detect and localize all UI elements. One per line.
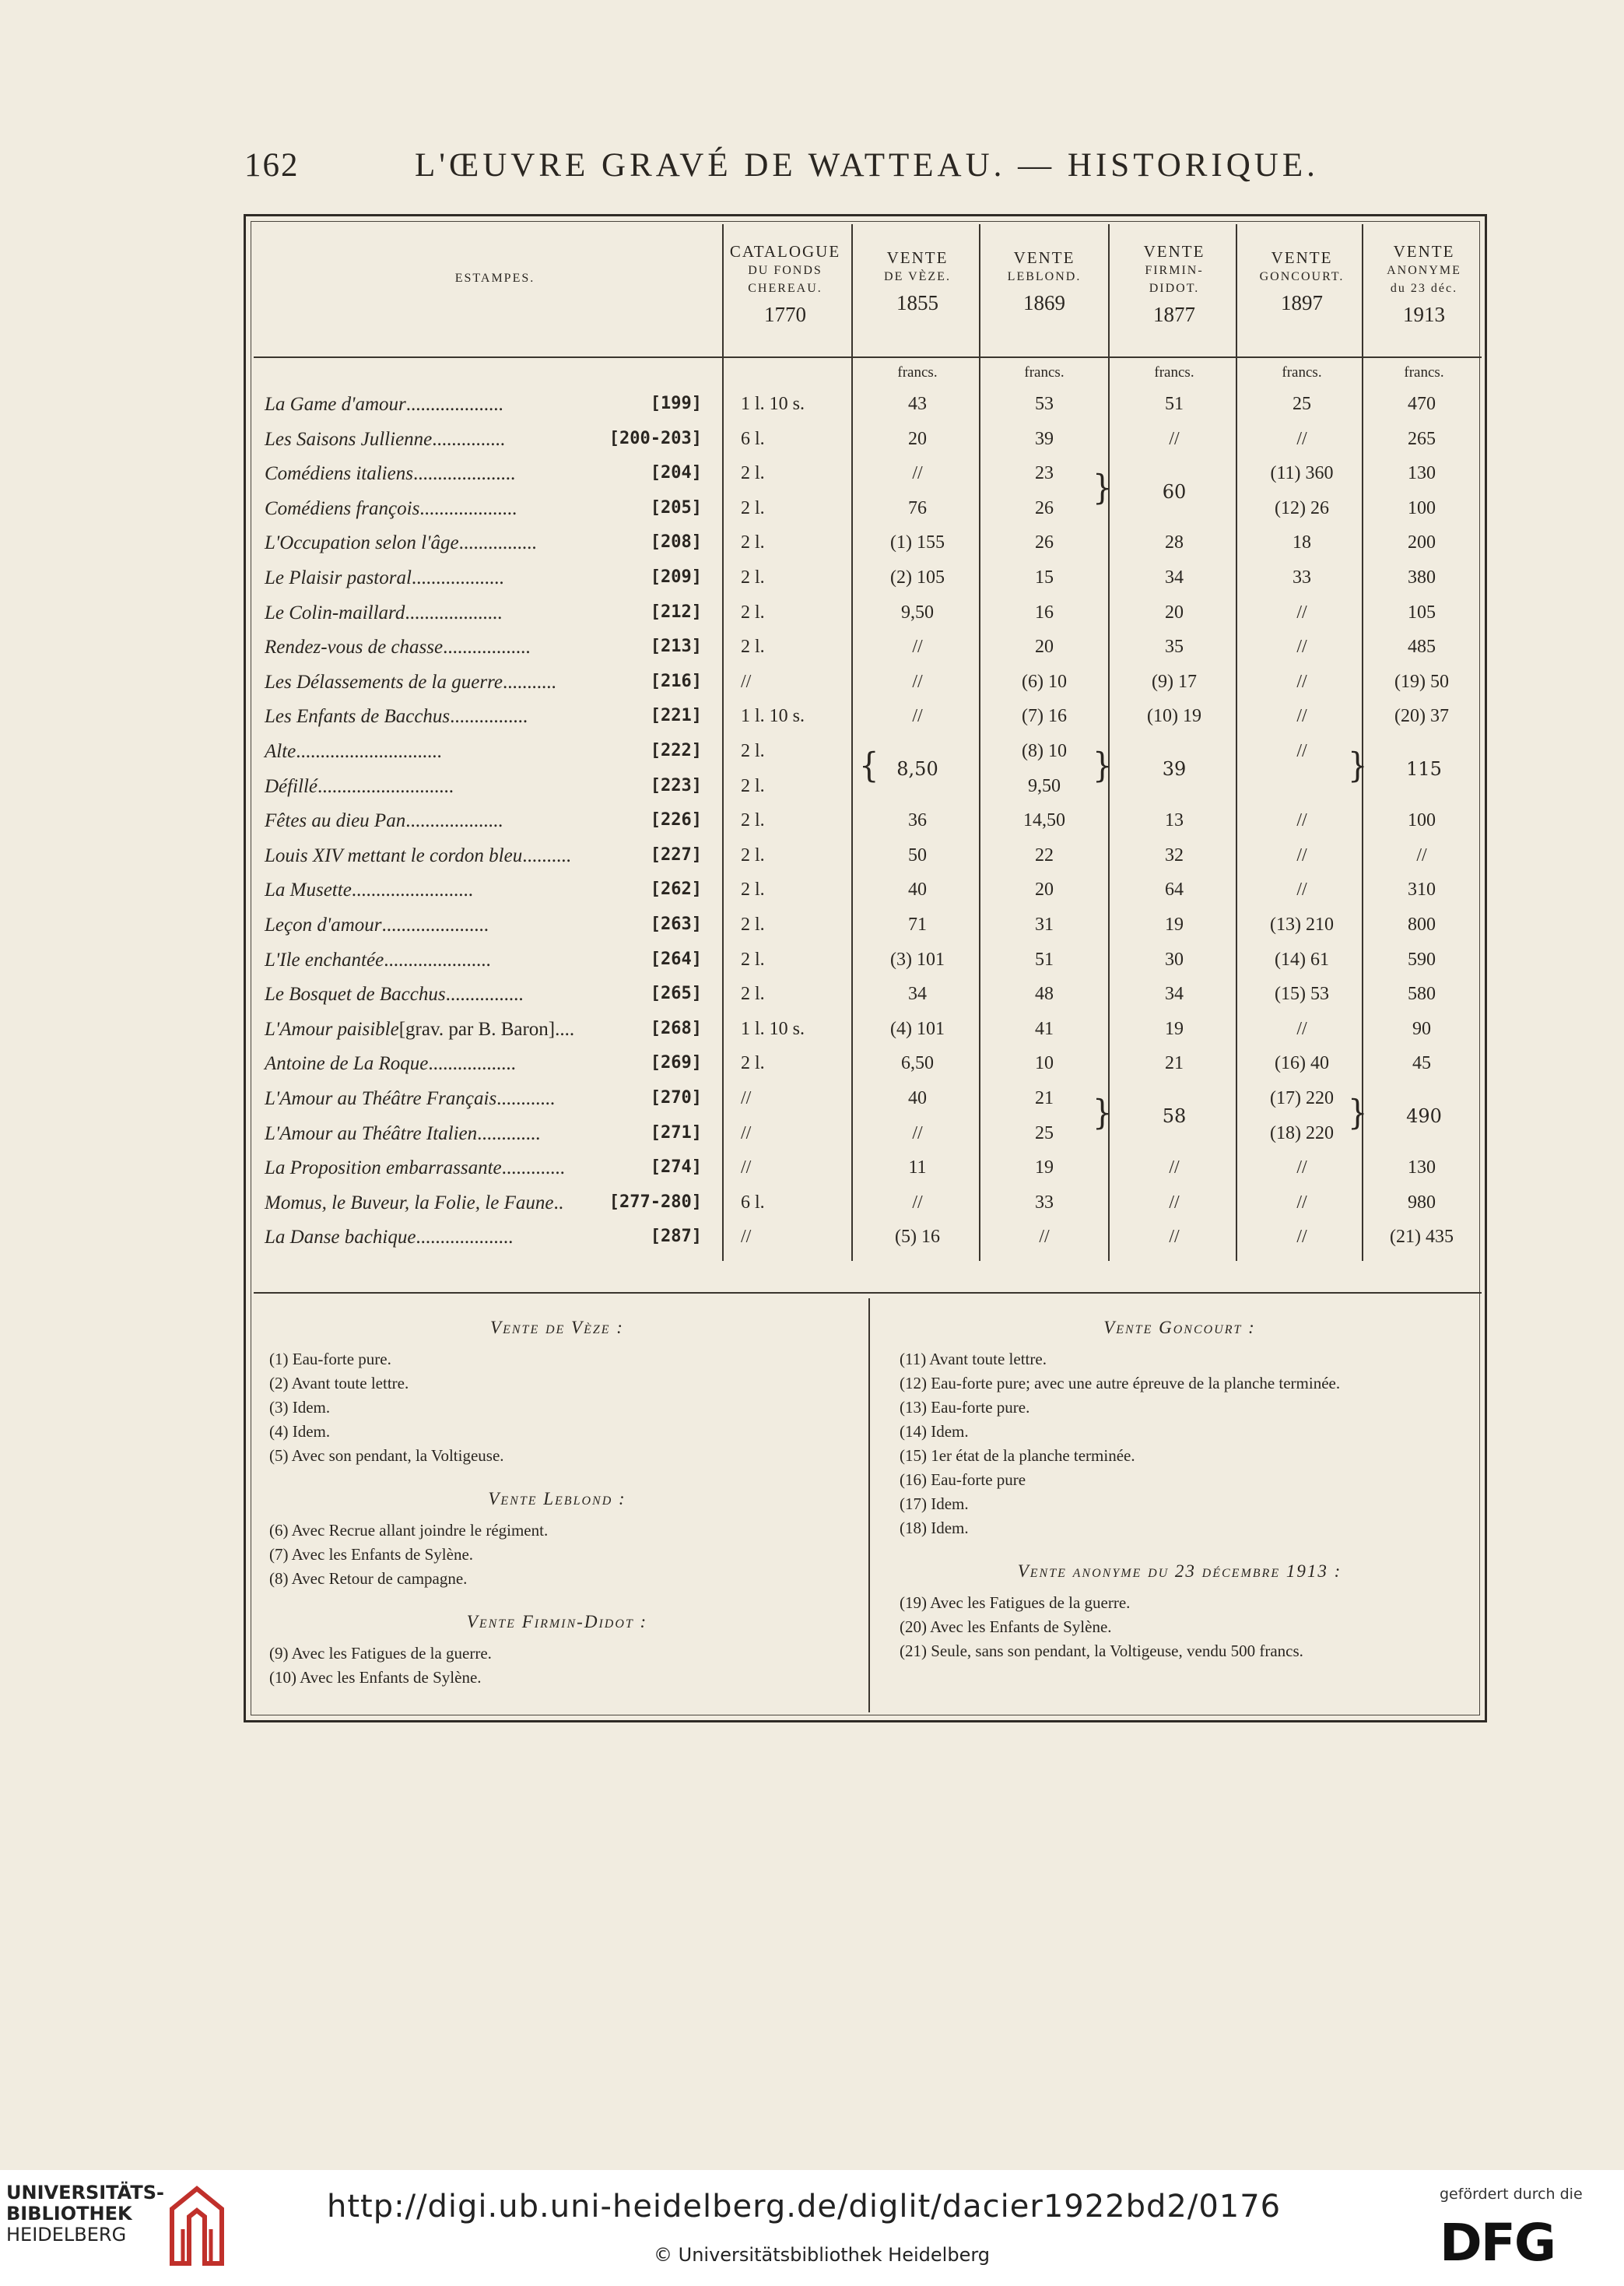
price-cell: // [1296, 602, 1307, 623]
print-title: L'Occupation selon l'âge................ [265, 532, 537, 554]
table-row [246, 1153, 1485, 1187]
price-cell: 2 l. [741, 463, 765, 484]
catalogue-reference: [222] [650, 741, 702, 760]
col-header-chereau: CATALOGUE DU FONDS CHEREAU. 1770 [729, 242, 841, 326]
library-emblem-icon [166, 2182, 228, 2270]
price-history-table [244, 214, 1487, 1722]
price-cell: 2 l. [741, 637, 765, 658]
footnotes-left [261, 1315, 853, 1690]
price-cell: (20) 37 [1394, 706, 1449, 727]
price-cell: 39 [1035, 428, 1054, 449]
table-row [246, 1048, 1485, 1083]
price-cell: // [741, 1157, 752, 1178]
price-cell: 19 [1165, 915, 1184, 935]
price-cell: // [1296, 671, 1307, 692]
table-row [246, 424, 1485, 458]
price-cell: // [1296, 1192, 1307, 1213]
table-row [246, 1222, 1485, 1256]
footnote-item: (2) Avant toute lettre. [269, 1374, 409, 1392]
table-row [246, 632, 1485, 666]
price-cell: 590 [1408, 949, 1436, 970]
price-cell: 41 [1035, 1018, 1054, 1039]
dfg-logo: DFG [1440, 2213, 1556, 2273]
print-title: Antoine de La Roque.................. [265, 1053, 516, 1075]
price-cell: 6 l. [741, 428, 765, 449]
price-cell: 6 l. [741, 1192, 765, 1213]
catalogue-reference: [264] [650, 949, 702, 969]
price-cell: 51 [1165, 394, 1184, 414]
print-title: Fêtes au dieu Pan.................... [265, 810, 503, 832]
price-cell: 20 [908, 428, 927, 449]
price-cell: 71 [908, 915, 927, 935]
table-row [246, 563, 1485, 597]
unit-label: francs. [1404, 364, 1444, 381]
price-cell: // [912, 1192, 923, 1213]
price-cell: // [1169, 428, 1180, 449]
price-cell: (15) 53 [1275, 984, 1329, 1005]
col-header-goncourt: VENTE GONCOURT. 1897 [1259, 248, 1345, 314]
price-cell: 100 [1408, 810, 1436, 831]
price-cell: // [1296, 1227, 1307, 1248]
catalogue-reference: [271] [650, 1122, 702, 1143]
print-title: La Musette......................... [265, 880, 474, 901]
price-cell: 35 [1165, 637, 1184, 658]
catalogue-reference: [269] [650, 1053, 702, 1073]
price-cell: (2) 105 [890, 567, 945, 588]
price-cell: // [912, 463, 923, 484]
price-cell: 2 l. [741, 775, 765, 796]
table-row [246, 667, 1485, 701]
footnote-item: (3) Idem. [269, 1398, 331, 1417]
footnote-item: (9) Avec les Fatigues de la guerre. [269, 1644, 492, 1663]
price-cell: 2 l. [741, 845, 765, 866]
price-cell: 100 [1408, 497, 1436, 518]
price-cell: 76 [908, 497, 927, 518]
price-cell: 53 [1035, 394, 1054, 414]
price-cell: (13) 210 [1270, 915, 1334, 935]
price-cell: 23 [1035, 463, 1054, 484]
funding-label: gefördert durch die [1440, 2186, 1583, 2203]
price-cell: 26 [1035, 532, 1054, 553]
merged-price-cell: 39 [1162, 758, 1187, 781]
price-cell: (10) 19 [1147, 706, 1201, 727]
table-row [246, 528, 1485, 562]
print-title: Rendez-vous de chasse.................. [265, 637, 531, 658]
catalogue-reference: [226] [650, 810, 702, 830]
price-cell: // [1296, 706, 1307, 727]
catalogue-reference: [205] [650, 497, 702, 518]
catalogue-reference: [213] [650, 637, 702, 657]
print-title: Défillé............................ [265, 775, 454, 797]
unit-label: francs. [1154, 364, 1194, 381]
price-cell: // [1169, 1157, 1180, 1178]
price-cell: 105 [1408, 602, 1436, 623]
col-header-veze: VENTE DE VÈZE. 1855 [884, 248, 951, 314]
table-row [246, 945, 1485, 979]
price-cell: 2 l. [741, 567, 765, 588]
price-cell: 21 [1165, 1053, 1184, 1074]
table-row [246, 1188, 1485, 1222]
price-cell: 2 l. [741, 880, 765, 901]
footnote-item: (12) Eau-forte pure; avec une autre épreuve de la planche terminée. [900, 1374, 1341, 1392]
catalogue-reference: [221] [650, 706, 702, 726]
price-cell: // [741, 1088, 752, 1108]
price-cell: 48 [1035, 984, 1054, 1005]
price-cell: 45 [1412, 1053, 1431, 1074]
brace-mark: { [859, 746, 879, 786]
footnote-item: (15) 1er état de la planche terminée. [900, 1446, 1135, 1465]
permalink-url[interactable]: http://digi.ub.uni-heidelberg.de/diglit/dacier1922bd2/0176 [327, 2189, 1282, 2225]
print-title: L'Amour au Théâtre Italien............. [265, 1122, 541, 1144]
print-title: Les Saisons Jullienne............... [265, 428, 506, 450]
price-cell: // [1296, 741, 1307, 761]
price-cell: (8) 10 [1022, 741, 1067, 761]
brace-mark: } [1348, 1093, 1368, 1133]
price-cell: 2 l. [741, 532, 765, 553]
column-headers [246, 216, 1485, 381]
merged-price-cell: 490 [1406, 1105, 1442, 1128]
price-cell: 980 [1408, 1192, 1436, 1213]
price-cell: (14) 61 [1275, 949, 1329, 970]
catalogue-reference: [265] [650, 984, 702, 1004]
footnote-item: (7) Avec les Enfants de Sylène. [269, 1545, 474, 1564]
price-cell: 15 [1035, 567, 1054, 588]
table-row [246, 1014, 1485, 1048]
price-cell: 2 l. [741, 949, 765, 970]
price-cell: (21) 435 [1390, 1227, 1454, 1248]
print-title: Les Délassements de la guerre........... [265, 671, 556, 693]
footnote-item: (16) Eau-forte pure [900, 1470, 1026, 1489]
catalogue-reference: [209] [650, 567, 702, 587]
catalogue-reference: [199] [650, 394, 702, 413]
price-cell: 34 [1165, 984, 1184, 1005]
price-cell: 130 [1408, 1157, 1436, 1178]
brace-mark: } [1348, 746, 1368, 786]
print-title: Comédiens italiens..................... [265, 463, 516, 485]
price-cell: (3) 101 [890, 949, 945, 970]
price-cell: (16) 40 [1275, 1053, 1329, 1074]
price-cell: 10 [1035, 1053, 1054, 1074]
print-title: Leçon d'amour...................... [265, 915, 489, 936]
price-cell: 580 [1408, 984, 1436, 1005]
catalogue-reference: [274] [650, 1157, 702, 1178]
footnote-item: (8) Avec Retour de campagne. [269, 1569, 468, 1588]
institution-line: HEIDELBERG [6, 2224, 127, 2246]
price-cell: 380 [1408, 567, 1436, 588]
print-title: L'Amour au Théâtre Français............ [265, 1088, 556, 1109]
print-title: La Danse bachique.................... [265, 1227, 514, 1248]
price-cell: 16 [1035, 602, 1054, 623]
price-cell: 310 [1408, 880, 1436, 901]
print-title: La Game d'amour.................... [265, 394, 503, 415]
price-cell: (7) 16 [1022, 706, 1067, 727]
price-cell: // [1169, 1192, 1180, 1213]
price-cell: (4) 101 [890, 1018, 945, 1039]
catalogue-reference: [277-280] [609, 1192, 702, 1212]
price-cell: 1 l. 10 s. [741, 394, 805, 414]
print-title: Comédiens françois.................... [265, 497, 517, 519]
footnote-item: (1) Eau-forte pure. [269, 1350, 391, 1368]
footnote-item: (20) Avec les Enfants de Sylène. [900, 1617, 1112, 1636]
price-cell: 64 [1165, 880, 1184, 901]
price-cell: 22 [1035, 845, 1054, 866]
estampes-header: ESTAMPES. [454, 272, 535, 285]
col-header-firmin-didot: VENTE FIRMIN- DIDOT. 1877 [1143, 242, 1205, 326]
price-cell: // [1296, 845, 1307, 866]
price-cell: 130 [1408, 463, 1436, 484]
print-title: La Proposition embarrassante............. [265, 1157, 565, 1179]
print-title: Le Bosquet de Bacchus................ [265, 984, 524, 1006]
catalogue-reference: [270] [650, 1088, 702, 1108]
table-row [246, 910, 1485, 944]
price-cell: 800 [1408, 915, 1436, 935]
footnote-item: (5) Avec son pendant, la Voltigeuse. [269, 1446, 504, 1465]
price-cell: 50 [908, 845, 927, 866]
catalogue-reference: [200-203] [609, 428, 702, 448]
running-title: L'ŒUVRE GRAVÉ DE WATTEAU. — HISTORIQUE. [415, 147, 1319, 184]
price-cell: 9,50 [901, 602, 934, 623]
footnote-item: (21) Seule, sans son pendant, la Voltigeuse, vendu 500 francs. [900, 1642, 1303, 1660]
price-cell: 19 [1035, 1157, 1054, 1178]
price-cell: 90 [1412, 1018, 1431, 1039]
merged-price-cell: 115 [1406, 758, 1442, 781]
footnote-heading: Vente Leblond : [488, 1489, 626, 1508]
catalogue-reference: [227] [650, 845, 702, 865]
price-cell: // [1296, 428, 1307, 449]
price-cell: // [912, 1122, 923, 1143]
price-cell: (5) 16 [895, 1227, 940, 1248]
price-cell: 32 [1165, 845, 1184, 866]
price-cell: (12) 26 [1275, 497, 1329, 518]
price-cell: 1 l. 10 s. [741, 1018, 805, 1039]
catalogue-reference: [262] [650, 880, 702, 900]
price-cell: 19 [1165, 1018, 1184, 1039]
price-cell: // [1169, 1227, 1180, 1248]
price-cell: 33 [1293, 567, 1311, 588]
catalogue-reference: [208] [650, 532, 702, 553]
price-cell: 20 [1165, 602, 1184, 623]
institution-line: BIBLIOTHEK [6, 2203, 132, 2225]
price-cell: 13 [1165, 810, 1184, 831]
institution-line: UNIVERSITÄTS- [6, 2182, 165, 2203]
table-row [246, 841, 1485, 875]
merged-price-cell: 60 [1162, 480, 1187, 503]
price-cell: 30 [1165, 949, 1184, 970]
catalogue-reference: [223] [650, 775, 702, 795]
price-cell: 25 [1035, 1122, 1054, 1143]
price-cell: // [741, 671, 752, 692]
catalogue-reference: [268] [650, 1018, 702, 1038]
brace-mark: } [1093, 468, 1113, 508]
footnote-item: (6) Avec Recrue allant joindre le régiment. [269, 1521, 549, 1540]
price-cell: (19) 50 [1394, 671, 1449, 692]
price-cell: (11) 360 [1270, 463, 1334, 484]
price-cell: 2 l. [741, 497, 765, 518]
price-cell: // [741, 1122, 752, 1143]
footnote-item: (11) Avant toute lettre. [900, 1350, 1047, 1368]
price-cell: (17) 220 [1270, 1088, 1334, 1108]
digitization-footer [0, 2170, 1624, 2286]
print-title: Momus, le Buveur, la Folie, le Faune.. [265, 1192, 563, 1213]
print-title: L'Ile enchantée...................... [265, 949, 491, 971]
price-cell: 485 [1408, 637, 1436, 658]
footnotes-right [892, 1315, 1468, 1663]
price-cell: // [912, 637, 923, 658]
table-row [246, 493, 1485, 528]
footnotes [246, 1292, 1485, 1712]
print-title: Alte.............................. [265, 741, 442, 762]
brace-mark: } [1093, 746, 1113, 786]
print-title: Louis XIV mettant le cordon bleu.......... [265, 845, 571, 866]
price-cell: 265 [1408, 428, 1436, 449]
copyright-notice: © Universitätsbibliothek Heidelberg [654, 2244, 991, 2266]
footnote-heading: Vente Goncourt : [1103, 1318, 1256, 1337]
catalogue-reference: [263] [650, 915, 702, 934]
table-row [246, 979, 1485, 1013]
unit-label: francs. [1024, 364, 1065, 381]
print-title: Les Enfants de Bacchus................ [265, 706, 528, 728]
price-cell: // [912, 706, 923, 727]
price-cell: // [1416, 845, 1427, 866]
print-title: L'Amour paisible[grav. par B. Baron].... [265, 1018, 575, 1040]
table-row [246, 875, 1485, 909]
catalogue-reference: [204] [650, 463, 702, 483]
unit-label: francs. [1282, 364, 1322, 381]
brace-mark: } [1093, 1093, 1113, 1133]
price-cell: 34 [908, 984, 927, 1005]
price-cell: // [1296, 880, 1307, 901]
price-cell: 40 [908, 1088, 927, 1108]
price-cell: 20 [1035, 637, 1054, 658]
table-row [246, 598, 1485, 632]
price-cell: 25 [1293, 394, 1311, 414]
price-cell: 40 [908, 880, 927, 901]
col-header-leblond: VENTE LEBLOND. 1869 [1007, 248, 1082, 314]
running-header [0, 139, 1624, 193]
price-cell: 43 [908, 394, 927, 414]
price-cell: 1 l. 10 s. [741, 706, 805, 727]
catalogue-reference: [287] [650, 1227, 702, 1247]
print-title: Le Plaisir pastoral................... [265, 567, 504, 588]
footnote-heading: Vente Firmin-Didot : [466, 1612, 648, 1631]
price-cell: 28 [1165, 532, 1184, 553]
price-cell: // [912, 671, 923, 692]
price-cell: // [1296, 1157, 1307, 1178]
price-cell: 33 [1035, 1192, 1054, 1213]
col-header-anonyme: VENTE ANONYME du 23 déc. 1913 [1387, 242, 1461, 326]
table-row [246, 1083, 1485, 1118]
table-row [246, 806, 1485, 840]
price-cell: 34 [1165, 567, 1184, 588]
price-cell: (1) 155 [890, 532, 945, 553]
catalogue-reference: [212] [650, 602, 702, 622]
price-cell: 11 [908, 1157, 927, 1178]
price-cell: 51 [1035, 949, 1054, 970]
page-number: 162 [244, 147, 300, 184]
price-cell: 36 [908, 810, 927, 831]
price-cell: 21 [1035, 1088, 1054, 1108]
table-row [246, 1118, 1485, 1153]
price-cell: // [1296, 1018, 1307, 1039]
footnote-item: (14) Idem. [900, 1422, 969, 1441]
price-cell: 2 l. [741, 602, 765, 623]
footnote-heading: Vente anonyme du 23 décembre 1913 : [1017, 1561, 1342, 1581]
unit-label: francs. [897, 364, 938, 381]
price-cell: // [1296, 637, 1307, 658]
price-cell: 470 [1408, 394, 1436, 414]
price-cell: (18) 220 [1270, 1122, 1334, 1143]
footnote-item: (18) Idem. [900, 1519, 969, 1537]
price-cell: 200 [1408, 532, 1436, 553]
header-rule [254, 356, 1482, 358]
price-cell: 2 l. [741, 1053, 765, 1074]
footnote-heading: Vente de Vèze : [490, 1318, 624, 1337]
price-cell: 31 [1035, 915, 1054, 935]
price-cell: 2 l. [741, 915, 765, 935]
price-cell: 20 [1035, 880, 1054, 901]
price-cell: 18 [1293, 532, 1311, 553]
university-library-logo [6, 2182, 247, 2276]
price-cell: // [1296, 810, 1307, 831]
footnote-item: (19) Avec les Fatigues de la guerre. [900, 1593, 1131, 1612]
price-cell: 9,50 [1028, 775, 1061, 796]
footnote-item: (17) Idem. [900, 1494, 969, 1513]
price-cell: 2 l. [741, 984, 765, 1005]
footnote-item: (10) Avec les Enfants de Sylène. [269, 1668, 482, 1687]
price-cell: 2 l. [741, 810, 765, 831]
table-row [246, 701, 1485, 736]
price-cell: 14,50 [1023, 810, 1065, 831]
catalogue-reference: [216] [650, 671, 702, 691]
price-cell: // [1039, 1227, 1050, 1248]
footnote-item: (4) Idem. [269, 1422, 331, 1441]
price-cell: (9) 17 [1152, 671, 1197, 692]
table-row [246, 458, 1485, 493]
price-cell: (6) 10 [1022, 671, 1067, 692]
merged-price-cell: 8,50 [896, 758, 938, 781]
price-cell: 26 [1035, 497, 1054, 518]
print-title: Le Colin-maillard.................... [265, 602, 503, 623]
footnote-item: (13) Eau-forte pure. [900, 1398, 1030, 1417]
merged-price-cell: 58 [1162, 1105, 1187, 1128]
price-cell: 6,50 [901, 1053, 934, 1074]
price-cell: 2 l. [741, 741, 765, 761]
table-row [246, 389, 1485, 423]
price-cell: // [741, 1227, 752, 1248]
